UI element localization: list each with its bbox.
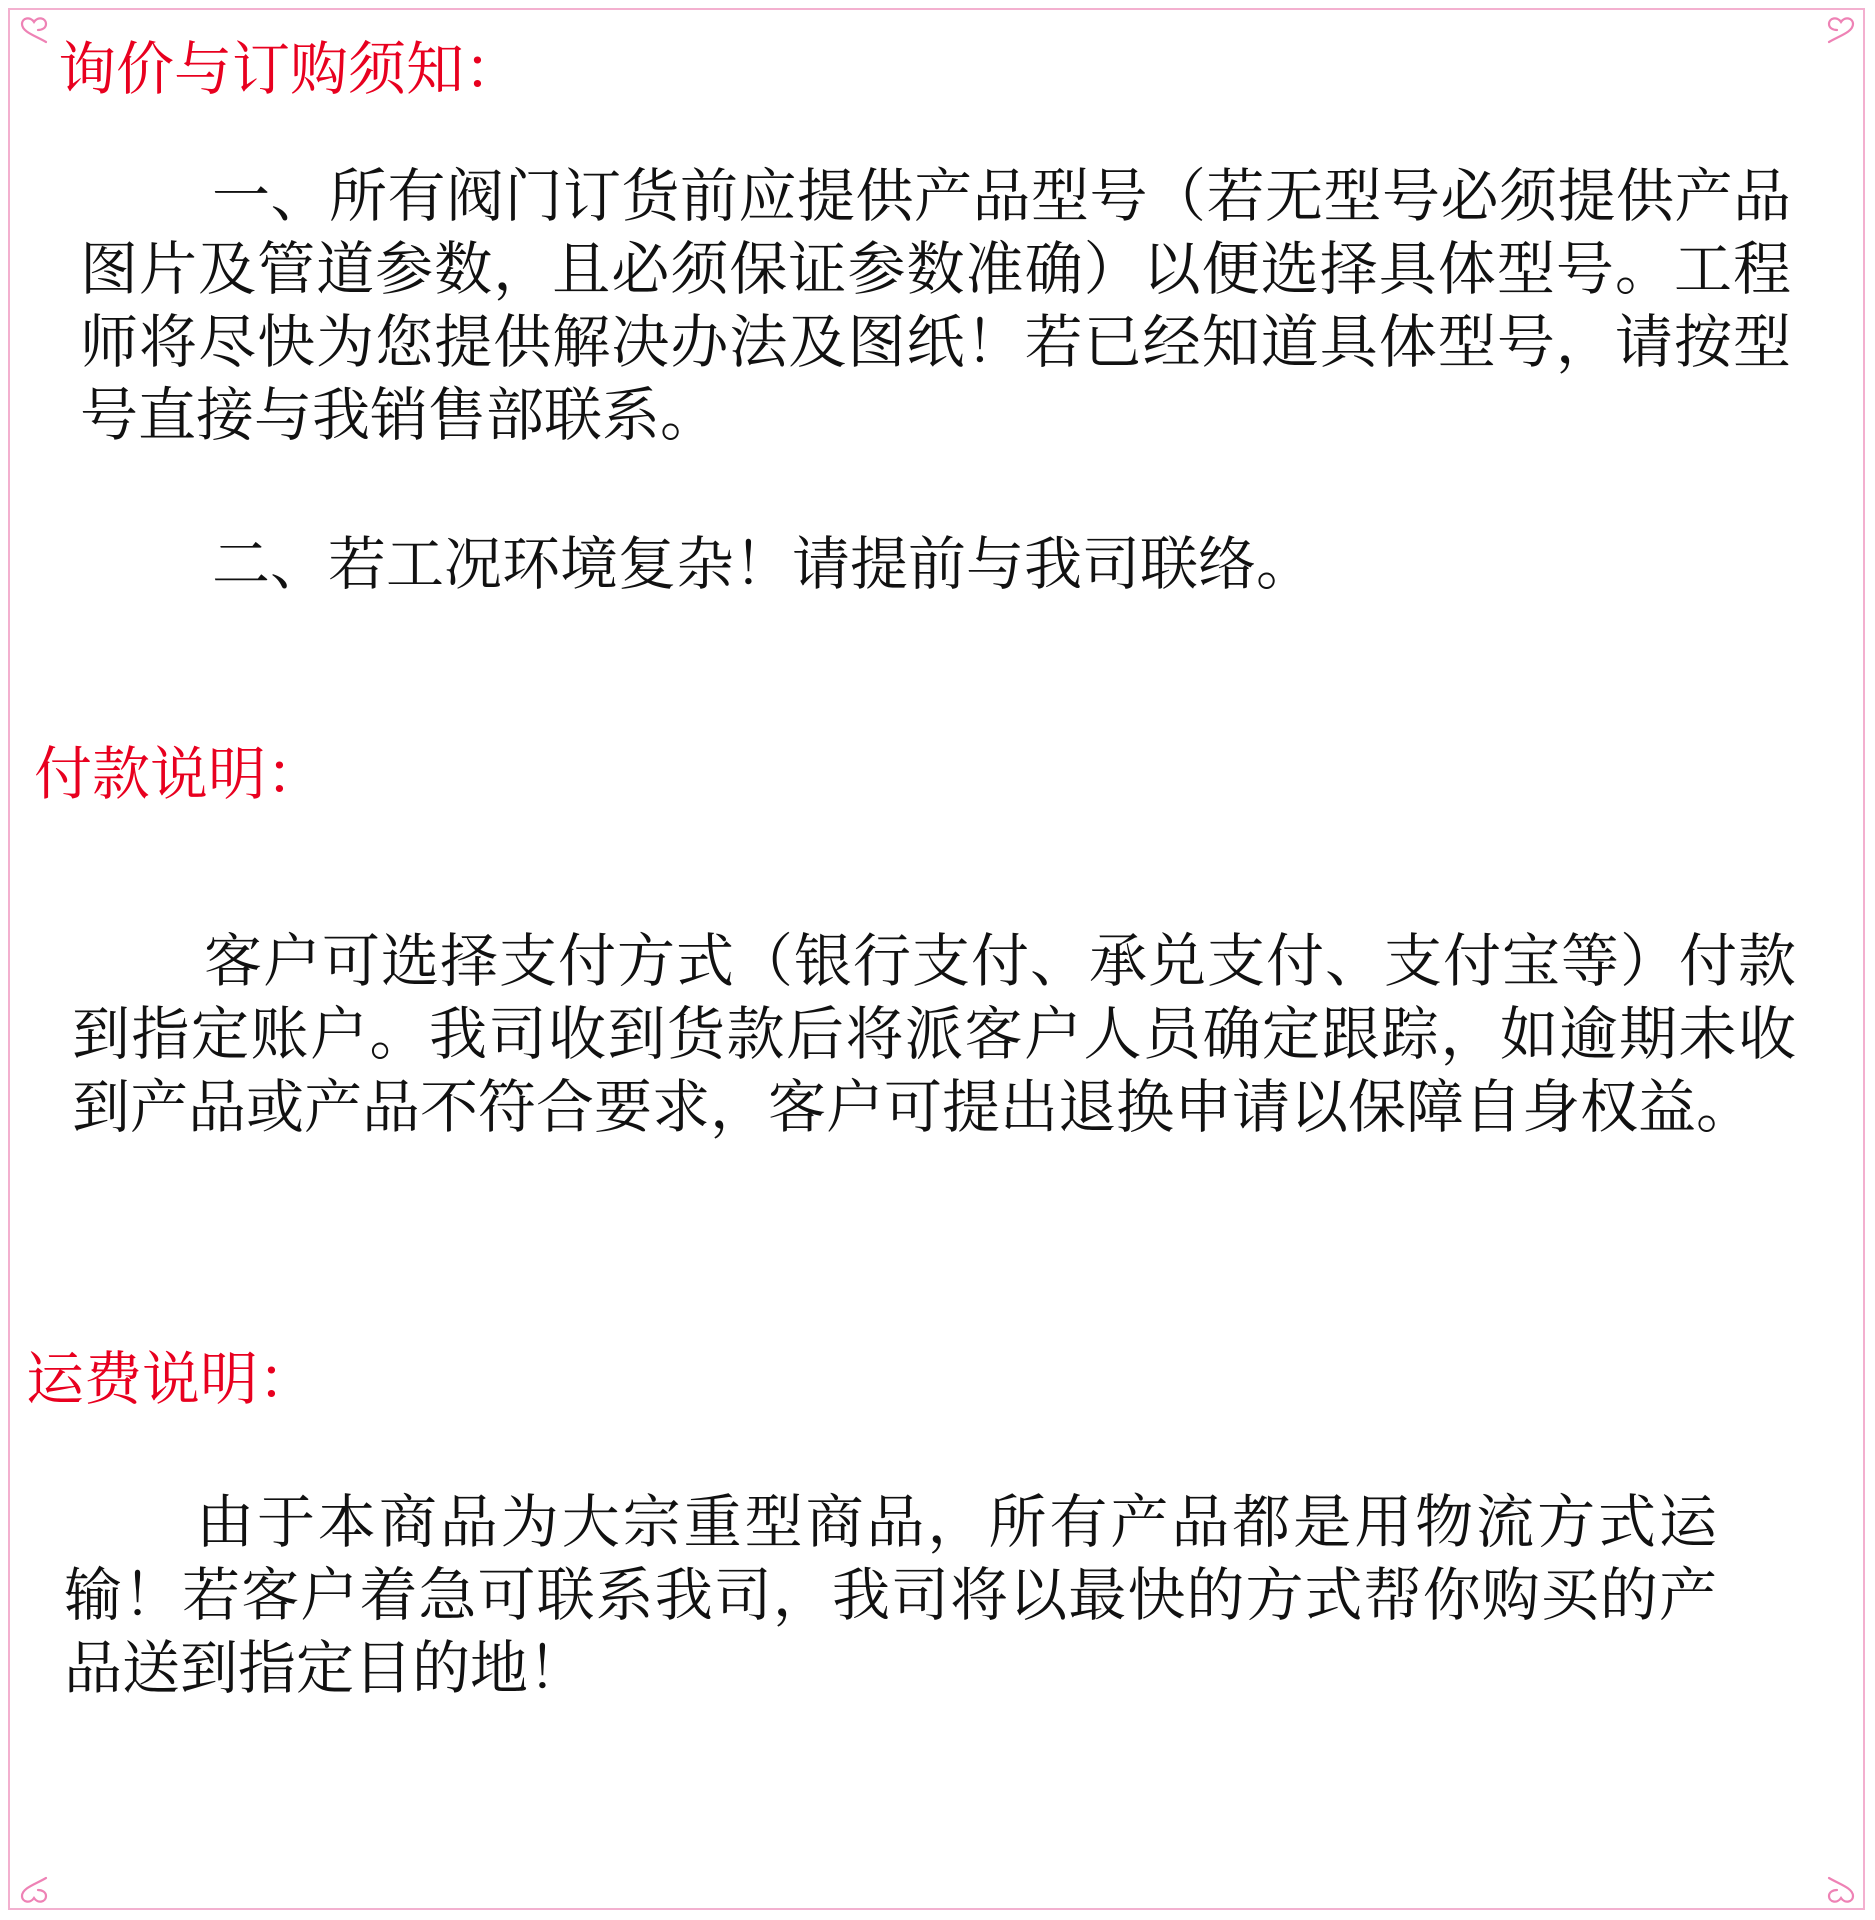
inquiry-heading: 询价与订购须知： [58,35,523,103]
corner-heart-icon [1819,1864,1863,1908]
inquiry-paragraph-2: 二、若工况环境复杂！请提前与我司联络。 [212,530,1315,598]
inquiry-paragraph-1: 一、所有阀门订货前应提供产品型号（若无型号必须提供产品图片及管道参数，且必须保证参数准确）以便选择具体型号。工程师将尽快为您提供解决办法及图纸！若已经知道具体型号，请按型号直接与我销售部联系。 [80,162,1791,449]
shipping-heading: 运费说明： [26,1345,317,1413]
shipping-paragraph: 由于本商品为大宗重型商品，所有产品都是用物流方式运输！若客户着急可联系我司，我司将以最快的方式帮你购买的产品送到指定目的地！ [64,1488,1717,1702]
corner-heart-icon [12,1864,56,1908]
corner-heart-icon [1819,12,1863,56]
corner-heart-icon [12,12,56,56]
payment-paragraph: 客户可选择支付方式（银行支付、承兑支付、支付宝等）付款到指定账户。我司收到货款后将派客户人员确定跟踪，如逾期未收到产品或产品不符合要求，客户可提出退换申请以保障自身权益。 [72,927,1796,1141]
payment-heading: 付款说明： [34,740,325,808]
